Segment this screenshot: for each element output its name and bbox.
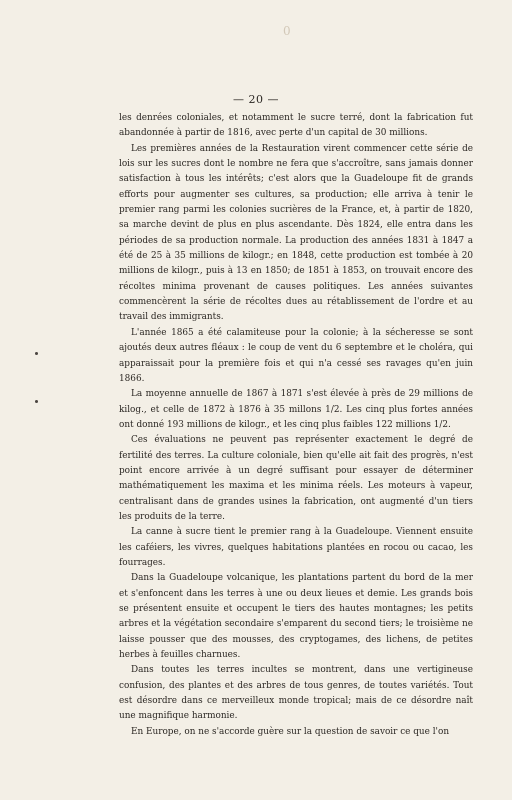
paragraph: La moyenne annuelle de 1867 à 1871 s'est élevée à près de 29 millions de kilog., et celle de 1872 à 1876 à 35 millons 1/2. Les cinq plus fortes années ont donné 193 millions de kilogr., et les cinq plus faibles 122 millions 1/2. (119, 389, 473, 430)
paragraph: Dans la Guadeloupe volcanique, les plantations partent du bord de la mer et s'enfoncent dans les terres à une ou deux lieues et demie. Les grands bois se présentent ensuite et occupent le tiers des hautes montagnes; les petits arbres et la végétation secondaire s'emparent du second tiers; le troisième ne laisse pousser que des mousses, des cryptogames, des lichens, de petites herbes à feuilles charnues. (119, 573, 473, 661)
paragraph: Ces évaluations ne peuvent pas représenter exactement le degré de fertilité des terres. La culture coloniale, bien qu'elle ait fait des progrès, n'est point encore arrivée à un degré suffisant pour essayer de déterminer mathématiquement les maxima et les minima réels. Les moteurs à vapeur, centralisant dans de grandes usines la fabrication, ont augmenté d'un tiers les produits de la terre. (119, 435, 473, 522)
margin-speck (35, 400, 38, 403)
bleed-through-mark: 0 (283, 24, 291, 38)
paragraph: Les premières années de la Restauration virent commencer cette série de lois sur les sucres dont le nombre ne fera que s'accroître, sans jamais donner satisfaction à tous les intérêts; c'est alors que la Guadeloupe fit de grands efforts pour augmenter ses cultures, sa production; elle arriva à tenir le premier rang parmi les colonies sucrières de la France, et, à partir de 1820, sa marche devint de plus en plus ascendante. Dès 1824, elle entra dans les périodes de sa production normale. La production des années 1831 à 1847 a été de 25 à 35 millions de kilogr.; en 1848, cette production est tombée à 20 millions de kilogr., puis à 13 en 1850; de 1851 à 1853, on trouvait encore des récoltes minima provenant de causes politiques. Les années suivantes commencèrent la série de récoltes dues au rétablissement de l'ordre et au travail des immigrants. (119, 143, 473, 323)
page-number: — 20 — (233, 93, 279, 106)
margin-speck (35, 352, 38, 355)
paragraph: En Europe, on ne s'accorde guère sur la question de savoir ce que l'on (131, 726, 450, 737)
paragraph: La canne à sucre tient le premier rang à la Guadeloupe. Viennent ensuite les caféiers, les vivres, quelques habitations plantées en rocou ou cacao, les fourrages. (119, 527, 473, 568)
body-text (119, 111, 473, 740)
paragraph: Dans toutes les terres incultes se montrent, dans une vertigineuse confusion, des plantes et des arbres de tous genres, de toutes variétés. Tout est désordre dans ce merveilleux monde tropical; mais de ce désordre naît une magnifique harmonie. (119, 665, 473, 722)
paragraph: L'année 1865 a été calamiteuse pour la colonie; à la sécheresse se sont ajoutés deux autres fléaux : le coup de vent du 6 septembre et le choléra, qui apparaissait pour la première fois et qui n'a cessé ses ravages qu'en juin 1866. (119, 327, 473, 384)
paragraph: les denrées coloniales, et notamment le sucre terré, dont la fabrication fut abandonnée à partir de 1816, avec perte d'un capital de 30 millions. (119, 113, 473, 139)
